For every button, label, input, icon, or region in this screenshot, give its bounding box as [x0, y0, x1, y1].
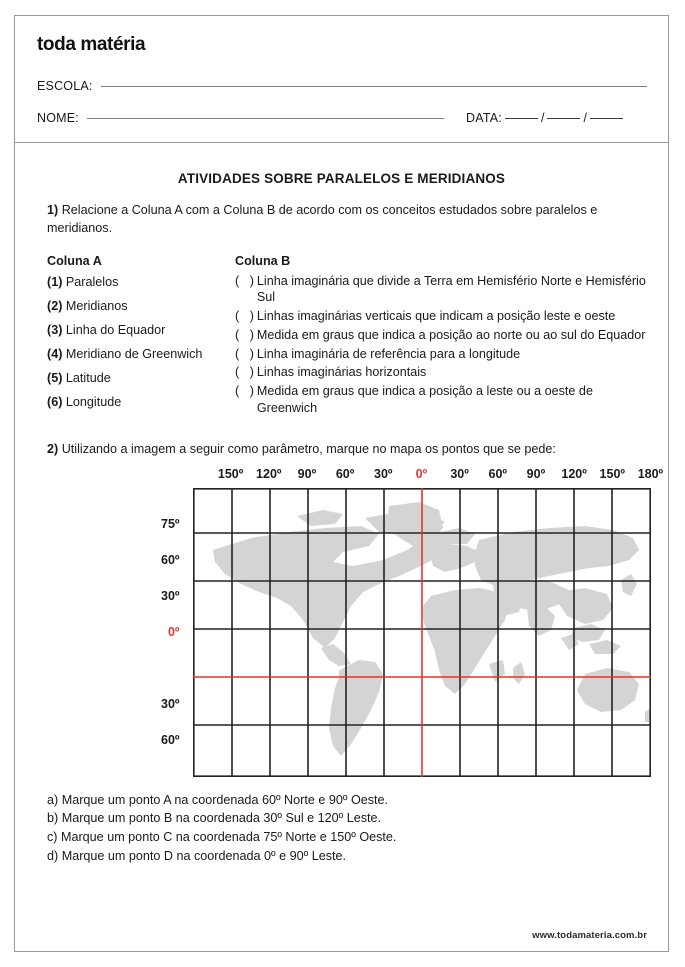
column-b-item: [235, 273, 650, 306]
longitude-label: 0º: [415, 466, 428, 481]
column-b-text: Medida em graus que indica a posição ao norte ou ao sul do Equador: [256, 327, 646, 342]
column-a-index: (1): [47, 274, 63, 289]
column-a-index: (4): [47, 347, 63, 362]
column-a-item: [47, 345, 235, 364]
column-b: [235, 254, 668, 419]
column-b-text: Linhas imaginárias verticais que indicam a posição leste e oeste: [256, 309, 616, 324]
column-a-heading: Coluna A: [47, 253, 102, 268]
column-a-item: [47, 273, 235, 292]
column-b-item: [235, 383, 650, 416]
column-b-text: Linhas imaginárias horizontais: [256, 365, 427, 380]
answer-blank-paren[interactable]: ( ): [235, 309, 254, 324]
world-map-grid: [92, 466, 664, 777]
column-a-label: Latitude: [65, 371, 111, 386]
answer-blank-paren[interactable]: ( ): [235, 365, 254, 380]
worksheet-header: [15, 16, 668, 143]
page-title: ATIVIDADES SOBRE PARALELOS E MERIDIANOS: [177, 171, 506, 186]
footer-url: www.todamateria.com.br: [532, 930, 647, 941]
longitude-axis-labels: [193, 466, 664, 487]
answer-item-b: b) Marque um ponto B na coordenada 30º Sul e 120º Leste.: [47, 811, 382, 826]
data-year-blank[interactable]: [590, 118, 623, 119]
matching-columns: [15, 254, 668, 419]
answer-item-a: a) Marque um ponto A na coordenada 60º Norte e 90º Oeste.: [47, 792, 389, 807]
column-b-item: [235, 346, 650, 363]
longitude-label: 150º: [217, 466, 244, 481]
question-2-answers: [15, 791, 668, 867]
data-field-group: [466, 111, 626, 125]
question-1-text: Relacione a Coluna A com a Coluna B de acordo com os conceitos estudados sobre paralelos e meridianos.: [47, 203, 598, 235]
column-b-item: [235, 327, 650, 344]
longitude-label: 90º: [297, 466, 317, 481]
question-2-prompt: [15, 441, 668, 459]
data-label: DATA:: [465, 111, 502, 125]
data-month-blank[interactable]: [547, 118, 580, 119]
latitude-label: 30º: [161, 697, 180, 712]
question-2-number: 2): [47, 441, 59, 456]
column-a-index: (6): [47, 395, 63, 410]
column-a-index: (5): [47, 371, 63, 386]
column-a-label: Longitude: [65, 395, 122, 410]
column-a: [47, 254, 235, 418]
latitude-label: 0º: [167, 625, 180, 639]
column-a-label: Paralelos: [65, 274, 119, 289]
longitude-label: 60º: [335, 466, 355, 481]
column-b-text: Medida em graus que indica a posição a leste ou a oeste de Greenwich: [256, 384, 593, 415]
longitude-label: 150º: [599, 466, 625, 481]
latitude-label: 75º: [161, 516, 180, 531]
brand-logo: toda matéria: [37, 34, 146, 55]
answer-blank-paren[interactable]: ( ): [235, 327, 254, 342]
answer-blank-paren[interactable]: ( ): [235, 384, 254, 399]
nome-label: NOME:: [37, 111, 79, 125]
longitude-label: 180º: [637, 466, 664, 481]
worksheet-content: [15, 144, 668, 866]
column-b-item: [235, 308, 650, 325]
column-a-item: [47, 321, 235, 340]
column-b-text: Linha imaginária que divide a Terra em Hemisfério Norte e Hemisfério Sul: [256, 273, 646, 305]
longitude-label: 120º: [256, 466, 282, 481]
column-a-index: (2): [47, 298, 63, 313]
question-1-prompt: [15, 202, 668, 238]
escola-label: ESCOLA:: [37, 79, 93, 93]
column-b-heading: Coluna B: [235, 253, 291, 268]
longitude-label: 30º: [450, 466, 469, 481]
longitude-label: 90º: [526, 466, 546, 481]
column-a-index: (3): [47, 323, 63, 338]
column-a-item: [47, 297, 235, 316]
nome-field-row: [37, 111, 647, 125]
column-b-item: [235, 364, 650, 381]
nome-write-line[interactable]: [87, 118, 444, 119]
longitude-label: 60º: [488, 466, 507, 481]
latitude-label: 30º: [161, 588, 180, 603]
column-a-label: Meridianos: [65, 298, 128, 313]
answer-blank-paren[interactable]: ( ): [235, 273, 254, 288]
latitude-label: 60º: [161, 733, 180, 748]
data-slash-2: /: [583, 111, 587, 125]
longitude-label: 120º: [561, 466, 587, 481]
map-grid-canvas[interactable]: [193, 488, 651, 777]
escola-write-line[interactable]: [101, 86, 647, 87]
question-2-text: Utilizando a imagem a seguir como parâmetro, marque no mapa os pontos que se pede:: [58, 441, 556, 456]
column-a-item: [47, 393, 235, 412]
column-b-text: Linha imaginária de referência para a longitude: [256, 346, 521, 361]
escola-field-row: [37, 79, 647, 93]
column-a-item: [47, 369, 235, 388]
longitude-label: 30º: [374, 466, 393, 481]
column-a-label: Meridiano de Greenwich: [65, 347, 203, 362]
data-day-blank[interactable]: [505, 118, 538, 119]
latitude-axis-labels: [92, 467, 188, 777]
data-slash-1: /: [540, 111, 545, 125]
answer-blank-paren[interactable]: ( ): [235, 346, 254, 361]
answer-item-c: c) Marque um ponto C na coordenada 75º Norte e 150º Oeste.: [47, 830, 397, 845]
answer-item-d: d) Marque um ponto D na coordenada 0º e 90º Leste.: [47, 849, 347, 864]
latitude-label: 60º: [161, 552, 180, 567]
column-a-label: Linha do Equador: [65, 323, 166, 338]
question-1-number: 1): [47, 203, 59, 217]
